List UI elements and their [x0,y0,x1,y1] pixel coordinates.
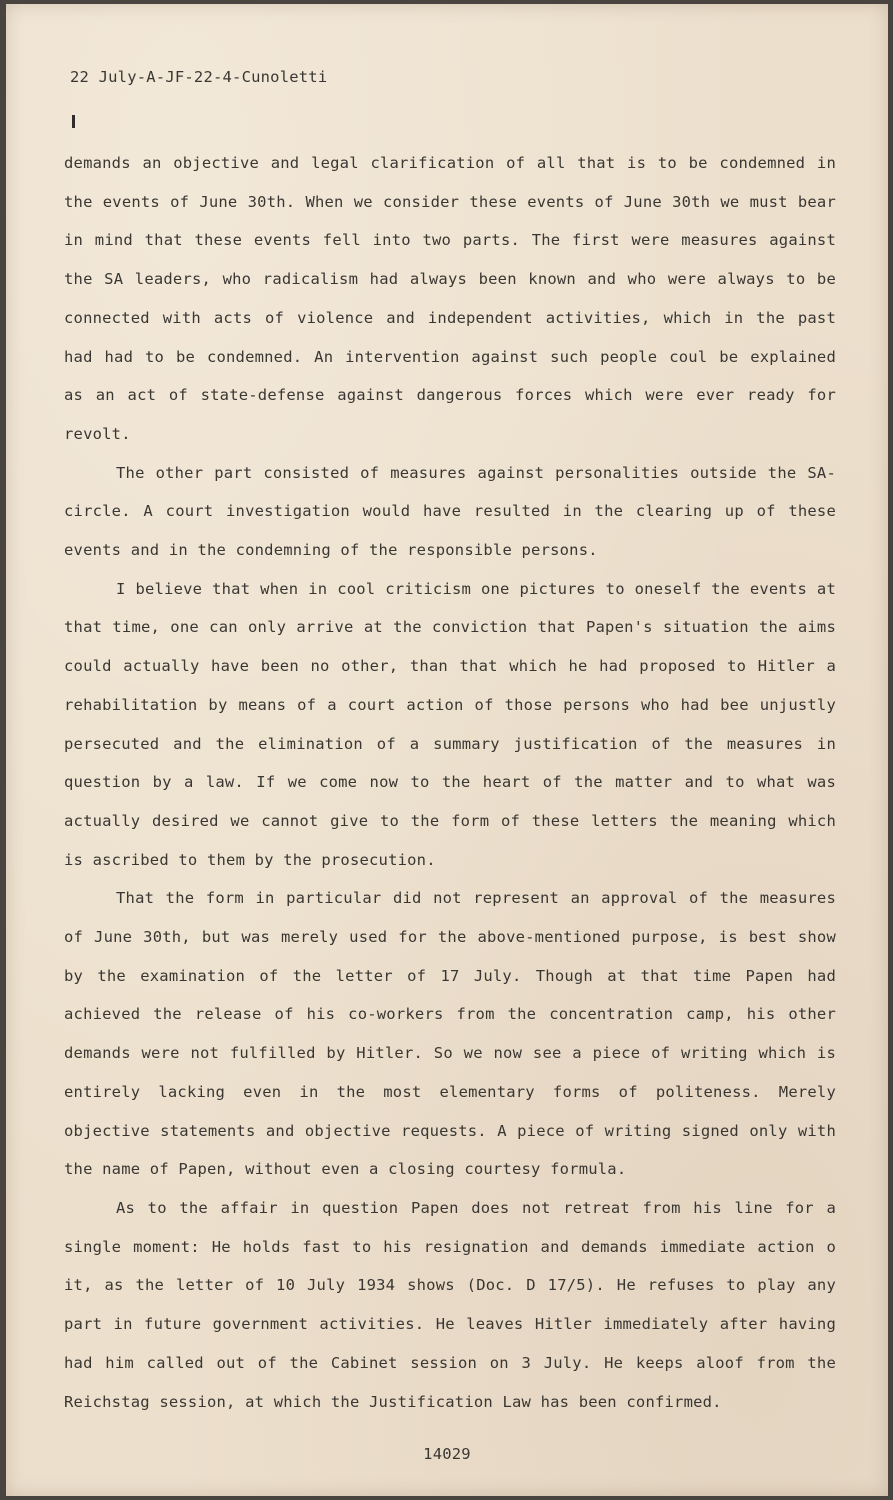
paragraph-1: demands an objective and legal clarification of all that is to be condemned in the events of June 30th. When we consider these events of June 30th we must bear in mind that these events fell into two parts. The first were measures against the SA leaders, who radicalism had always been known and who were always to be connected with acts of violence and independent activities, which in the past had had to be condemned. An intervention against such people coul be explained as an act of state-defense against dangerous forces which were ever ready for revolt. [64,154,836,443]
paragraph-4: That the form in particular did not represent an approval of the measures of June 30th, but was merely used for the above-mentioned purpose, is best show by the examination of the letter of 17 July. Though at that time Papen had achieved the release of his co-workers from the concentration camp, his other demands were not fulfilled by Hitler. So we now see a piece of writing which is entirely lacking even in the most elementary forms of politeness. Merely objective statements and objective requests. A piece of writing signed only with the name of Papen, without even a closing courtesy formula. [64,889,836,1179]
paragraph-2: The other part consisted of measures against personalities outside the SA-circle. A court investigation would have resulted in the clearing up of these events and in the condemning of the responsible persons. [64,463,836,560]
paragraph-3: I believe that when in cool criticism one pictures to oneself the events at that time, one can only arrive at the conviction that Papen's situation the aims could actually have been no other, than that which he had proposed to Hitler a rehabilitation by means of a court action of those persons who had bee unjustly persecuted and the elimination of a summary justification of the measures in question by a law. If we come now to the heart of the matter and to what was actually desired we cannot give to the form of these letters the meaning which is ascribed to them by the prosecution. [64,579,836,869]
paragraph-5: As to the affair in question Papen does not retreat from his line for a single moment: He holds fast to his resignation and demands immediate action o it, as the letter of 10 July 1934 shows (Doc. D 17/5). He refuses to play any part in future government activities. He leaves Hitler immediately after having had him called out of the Cabinet session on 3 July. He keeps aloof from the Reichstag session, at which the Justification Law has been confirmed. [64,1198,836,1411]
page-number: 14029 [423,1445,471,1463]
document-body [64,144,836,1421]
document-header: 22 July-A-JF-22-4-Cunoletti [70,68,328,86]
document-page [6,4,888,1496]
margin-mark [72,115,75,128]
